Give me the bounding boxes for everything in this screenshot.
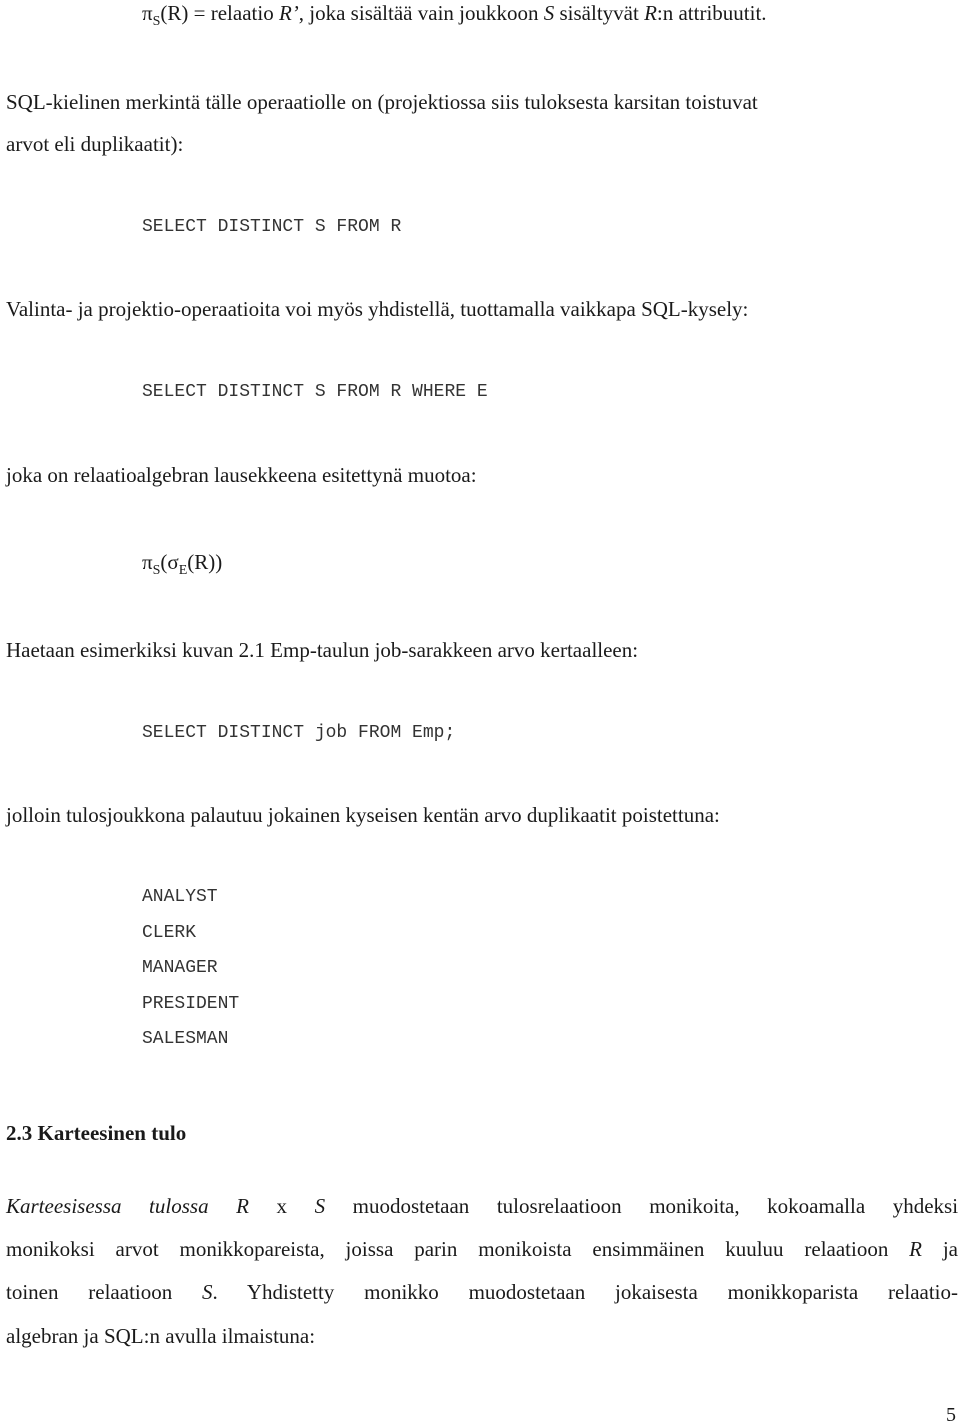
section-heading: 2.3 Karteesinen tulo <box>6 1121 187 1145</box>
result-value: MANAGER <box>142 958 218 978</box>
pi-symbol: π <box>142 1 153 25</box>
combine-paragraph: Valinta- ja projektio-operaatioita voi myös yhdistellä, tuottamalla vaikkapa SQL-kysely: <box>6 297 749 321</box>
projection-definition: $\pi_S(R)$ = relaatio R’, joka sisältää vain joukkoon S sisältyvät R:n attribuutit. <box>142 1 767 29</box>
code-select-where: SELECT DISTINCT S FROM R WHERE E <box>142 382 488 402</box>
algebra-paragraph: joka on relaatioalgebran lausekkeena esitettynä muotoa: <box>6 463 477 487</box>
cartesian-line4: algebran ja SQL:n avulla ilmaistuna: <box>6 1324 316 1348</box>
result-paragraph: jolloin tulosjoukkona palautuu jokainen kyseisen kentän arvo duplikaatit poistettuna: <box>6 803 720 827</box>
sigma-symbol: (σ <box>160 550 179 574</box>
result-value: SALESMAN <box>142 1029 229 1049</box>
page-number: 5 <box>946 1404 956 1426</box>
sql-intro-line2: arvot eli duplikaatit): <box>6 132 184 156</box>
cartesian-line1: Karteesisessa tulossa R x S muodostetaan tulosrelaatioon monikoita, kokoamalla yhdeksi <box>6 1194 959 1218</box>
cartesian-line2: monikoksi arvot monikkopareista, joissa parin monikoista ensimmäinen kuuluu relaatioon R ja <box>6 1237 958 1261</box>
result-value: PRESIDENT <box>142 994 240 1014</box>
code-select-job: SELECT DISTINCT job FROM Emp; <box>142 723 456 743</box>
result-value: CLERK <box>142 923 197 943</box>
pi-subscript: S <box>152 14 161 29</box>
pi-symbol: π <box>142 550 153 574</box>
example-paragraph: Haetaan esimerkiksi kuvan 2.1 Emp-taulun job-sarakkeen arvo kertaalleen: <box>6 638 639 662</box>
sql-intro-line1: SQL-kielinen merkintä tälle operaatiolle on (projektiossa siis tuloksesta karsitan toistuvat <box>6 90 758 114</box>
result-value: ANALYST <box>142 887 218 907</box>
algebra-formula: $\pi_S(\sigma_E(R))$ <box>142 550 223 578</box>
cartesian-line3: toinen relaatioon S. Yhdistetty monikko muodostetaan jokaisesta monikkoparista relaatio- <box>6 1280 958 1304</box>
code-select-distinct: SELECT DISTINCT S FROM R <box>142 217 402 237</box>
